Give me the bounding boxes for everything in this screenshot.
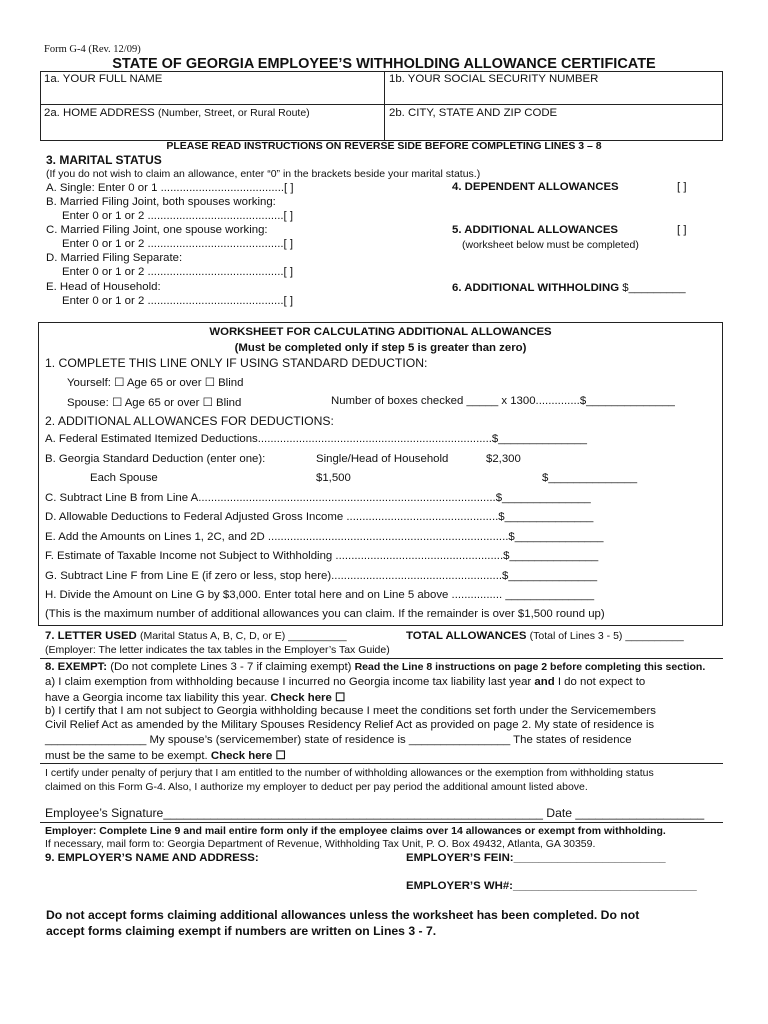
exempt-label: 8. EXEMPT: [45,661,108,673]
marital-note: (If you do not wish to claim an allowance, enter “0” in the brackets beside your marital status.) [46,168,481,180]
marital-e1: E. Head of Household: [46,281,161,293]
ws-b-single-amt: $2,300 [486,453,521,465]
employer-instr: : Complete Line 9 and mail entire form only if the employee claims over 14 allowances or exempt from withholding. [92,825,666,837]
marital-heading: 3. MARITAL STATUS [46,153,162,167]
ws-b-each: Each Spouse [90,472,158,484]
footer-line2: accept forms claiming exempt if numbers are written on Lines 3 - 7. [46,924,437,938]
ws-b-blank[interactable]: $______________ [542,472,638,484]
exempt-note: (Do not complete Lines 3 - 7 if claiming exempt) [110,661,352,673]
additional-allowances: 5. ADDITIONAL ALLOWANCES [452,224,619,236]
marital-a[interactable]: A. Single: Enter 0 or 1 .......................................[ ] [46,182,294,194]
employer-name-address[interactable]: 9. EMPLOYER’S NAME AND ADDRESS: [45,852,259,864]
certify-line2: claimed on this Form G-4. Also, I authorize my employer to deduct per pay period the additional amount listed above. [45,781,588,793]
ws-a[interactable]: A. Federal Estimated Itemized Deductions..........................................................................$______________ [45,433,587,445]
exempt-b-line3[interactable]: ________________ My spouse’s (servicemember) state of residence is ________________ The states of residence [45,734,632,746]
ws-line2: 2. ADDITIONAL ALLOWANCES FOR DEDUCTIONS: [45,414,334,428]
home-address-field[interactable] [44,107,310,119]
exempt-a-check[interactable]: Check here ☐ [270,692,346,704]
ssn-field[interactable]: 1b. YOUR SOCIAL SECURITY NUMBER [389,73,599,85]
exempt-a-and: and [534,676,555,688]
exempt-a2-text: have a Georgia income tax liability this year. [45,692,268,704]
exempt-b-line2: Civil Relief Act as amended by the Military Spouses Residency Relief Act as provided on page 2. My state of residence is [45,719,655,731]
ws-b-single: Single/Head of Household [316,453,449,465]
form-id: Form G-4 (Rev. 12/09) [44,44,141,55]
employer-instructions [45,825,666,837]
exempt-b-check[interactable]: Check here ☐ [210,750,286,762]
ws-yourself[interactable]: Yourself: ☐ Age 65 or over ☐ Blind [67,377,244,389]
exempt-b4-text: must be the same to be exempt. [45,750,208,762]
ws-b-each-amt: $1,500 [316,472,351,484]
ws-f[interactable]: F. Estimate of Taxable Income not Subject to Withholding .....................................................$______________ [45,550,599,562]
total-allowances[interactable] [406,630,684,642]
exempt-note-bold: Read the Line 8 instructions on page 2 before completing this section. [354,661,706,673]
ws-d[interactable]: D. Allowable Deductions to Federal Adjusted Gross Income ................................................$______________ [45,511,594,523]
dependent-allowances: 4. DEPENDENT ALLOWANCES [452,181,619,193]
divider [384,71,385,141]
home-address-hint: (Number, Street, or Rural Route) [157,107,310,119]
footer-line1: Do not accept forms claiming additional allowances unless the worksheet has been completed. Do not [46,908,640,922]
exempt-a-post: I do not expect to [557,676,646,688]
ws-boxes[interactable]: Number of boxes checked _____ x 1300..............$______________ [331,395,675,407]
marital-d2[interactable]: Enter 0 or 1 or 2 ...........................................[ ] [62,266,294,278]
read-instructions: PLEASE READ INSTRUCTIONS ON REVERSE SIDE BEFORE COMPLETING LINES 3 – 8 [166,140,602,152]
employer-letter-note: (Employer: The letter indicates the tax tables in the Employer’s Tax Guide) [45,644,390,656]
ws-g[interactable]: G. Subtract Line F from Line E (if zero or less, stop here)......................................................$______________ [45,570,598,582]
ws-max-note: (This is the maximum number of additional allowances you can claim. If the remainder is over $1,500 round up) [45,608,605,620]
additional-bracket[interactable]: [ ] [677,224,687,236]
ws-b-label: B. Georgia Standard Deduction (enter one): [45,453,266,465]
ws-e[interactable]: E. Add the Amounts on Lines 1, 2C, and 2D ............................................................................$______________ [45,531,604,543]
city-state-zip-field[interactable]: 2b. CITY, STATE AND ZIP CODE [389,107,558,119]
marital-c1: C. Married Filing Joint, one spouse working: [46,224,268,236]
additional-withholding-blank: $_________ [622,282,686,294]
letter-used-hint: (Marital Status A, B, C, D, or E) __________ [139,630,347,642]
exempt-b-line1: b) I certify that I am not subject to Georgia withholding because I meet the conditions set forth under the Servicemembers [45,705,656,717]
full-name-field[interactable]: 1a. YOUR FULL NAME [44,73,163,85]
marital-b2[interactable]: Enter 0 or 1 or 2 ...........................................[ ] [62,210,294,222]
marital-b1: B. Married Filing Joint, both spouses working: [46,196,276,208]
ws-line1: 1. COMPLETE THIS LINE ONLY IF USING STANDARD DEDUCTION: [45,356,428,370]
ws-h[interactable]: H. Divide the Amount on Line G by $3,000. Enter total here and on Line 5 above ................ ______________ [45,589,595,601]
marital-d1: D. Married Filing Separate: [46,252,183,264]
divider [40,658,723,659]
exempt-a-line1 [45,676,645,688]
employer-wh[interactable]: EMPLOYER’S WH#:_____________________________ [406,880,697,892]
worksheet-subtitle: (Must be completed only if step 5 is greater than zero) [234,342,527,354]
employee-signature[interactable]: Employee’s Signature________________________________________________________ Date ___________________ [45,806,705,820]
letter-used-label: 7. LETTER USED [45,630,137,642]
ws-spouse[interactable]: Spouse: ☐ Age 65 or over ☐ Blind [67,397,242,409]
employer-mail: If necessary, mail form to: Georgia Department of Revenue, Withholding Tax Unit, P. O. Box 49432, Atlanta, GA 30359. [45,838,596,850]
total-allowances-label: TOTAL ALLOWANCES [406,630,527,642]
employer-lead: Employer [45,825,93,837]
additional-withholding-label: 6. ADDITIONAL WITHHOLDING [452,282,620,294]
exempt-a-line2 [45,690,345,704]
exempt-a-text: a) I claim exemption from withholding because I incurred no Georgia income tax liability last year [45,676,532,688]
additional-withholding[interactable] [452,282,686,294]
divider [40,763,723,764]
dependent-bracket[interactable]: [ ] [677,181,687,193]
additional-note: (worksheet below must be completed) [462,239,639,251]
letter-used[interactable] [45,630,347,642]
form-title: STATE OF GEORGIA EMPLOYEE’S WITHHOLDING ALLOWANCE CERTIFICATE [112,56,656,72]
total-allowances-hint: (Total of Lines 3 - 5) __________ [529,630,684,642]
ws-c[interactable]: C. Subtract Line B from Line A..............................................................................................$______________ [45,492,591,504]
marital-e2[interactable]: Enter 0 or 1 or 2 ...........................................[ ] [62,295,294,307]
divider [40,822,723,823]
home-address-label: 2a. HOME ADDRESS [44,107,155,119]
employer-fein[interactable]: EMPLOYER’S FEIN:________________________ [406,852,666,864]
exempt-b-line4 [45,748,286,762]
certify-line1: I certify under penalty of perjury that I am entitled to the number of withholding allowances or the exemption from withholding status [45,767,654,779]
exempt-heading [45,661,705,673]
marital-c2[interactable]: Enter 0 or 1 or 2 ...........................................[ ] [62,238,294,250]
divider [40,104,723,105]
worksheet-title: WORKSHEET FOR CALCULATING ADDITIONAL ALLOWANCES [209,326,552,338]
